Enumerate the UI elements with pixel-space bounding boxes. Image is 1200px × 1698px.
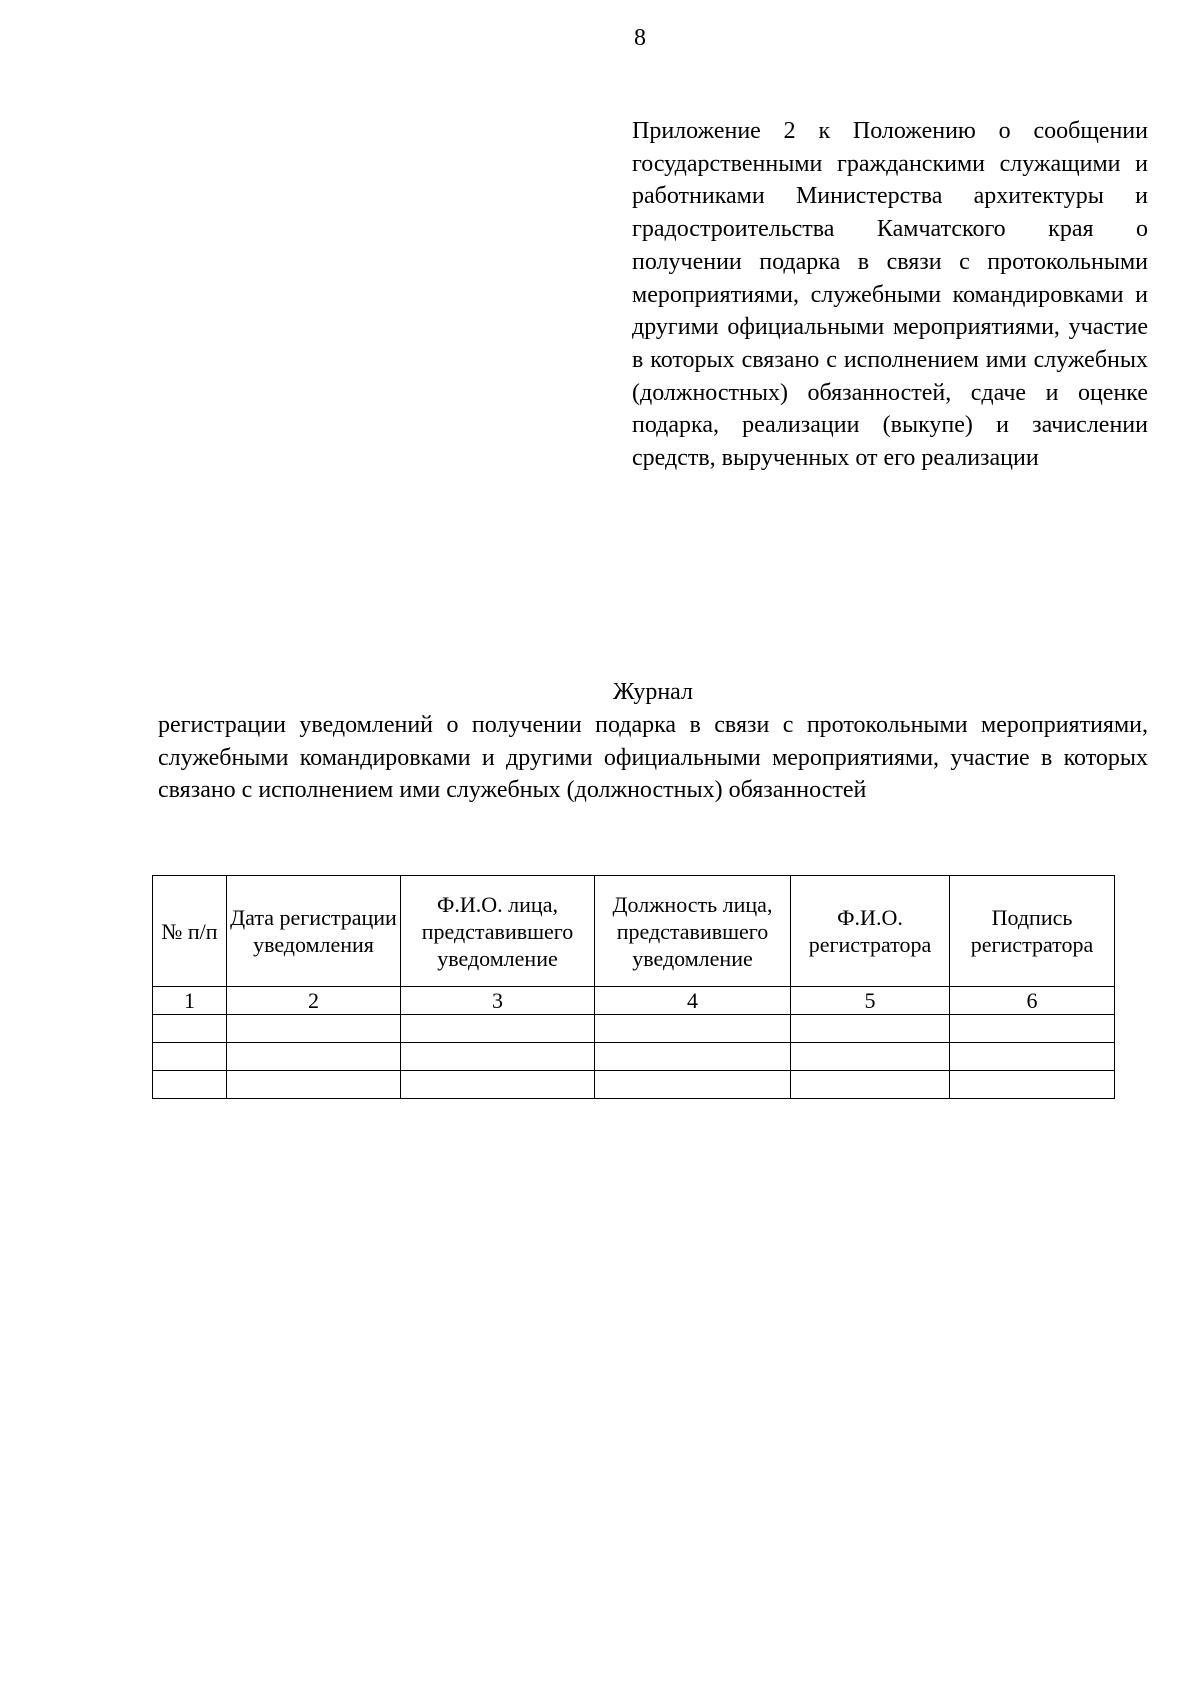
table-header-row: [153, 876, 1115, 987]
table-cell: [950, 1015, 1115, 1043]
column-number-cell: 6: [950, 987, 1115, 1015]
table-cell: [153, 1015, 227, 1043]
header-cell-submitter-name: Ф.И.О. лица, представившего уведомление: [401, 876, 595, 987]
table-cell: [791, 1015, 950, 1043]
table-cell: [595, 1071, 791, 1099]
journal-subtitle: регистрации уведомлений о получении подарка в связи с протокольными мероприятиями, служебными командировками и другими официальными мероприятиями, участие в которых связано с исполнением ими служебных (должностных) обязанностей: [158, 712, 1148, 804]
table-cell: [401, 1015, 595, 1043]
table-row: [153, 1015, 1115, 1043]
header-cell-submitter-position: Должность лица, представившего уведомление: [595, 876, 791, 987]
table-cell: [791, 1071, 950, 1099]
table-column-number-row: [153, 987, 1115, 1015]
table-row: [153, 1071, 1115, 1099]
table-cell: [401, 1043, 595, 1071]
column-number-cell: 5: [791, 987, 950, 1015]
table-cell: [950, 1043, 1115, 1071]
table-row: [153, 1043, 1115, 1071]
page-number: 8: [634, 25, 646, 51]
column-number-cell: 2: [227, 987, 401, 1015]
appendix-note: Приложение 2 к Положению о сообщении государственными гражданскими служащими и работниками Министерства архитектуры и градостроительства Камчатского края о получении подарка в связи с протокольными мероприятиями, служебными командировками и другими официальными мероприятиями, участие в которых связано с исполнением ими служебных (должностных) обязанностей, сдаче и оценке подарка, реализации (выкупе) и зачислении средств, вырученных от его реализации: [632, 118, 1148, 472]
table-cell: [153, 1071, 227, 1099]
header-cell-registrar-signature: Подпись регистратора: [950, 876, 1115, 987]
column-number-cell: 4: [595, 987, 791, 1015]
table-cell: [950, 1071, 1115, 1099]
column-number-cell: 1: [153, 987, 227, 1015]
table-cell: [595, 1015, 791, 1043]
table-cell: [227, 1043, 401, 1071]
header-cell-registrar-name: Ф.И.О. регистратора: [791, 876, 950, 987]
table-cell: [227, 1015, 401, 1043]
journal-table: [152, 875, 1115, 1099]
header-cell-number: № п/п: [153, 876, 227, 987]
table-cell: [401, 1071, 595, 1099]
header-cell-registration-date: Дата регистрации уведомления: [227, 876, 401, 987]
table-cell: [595, 1043, 791, 1071]
table-cell: [227, 1071, 401, 1099]
column-number-cell: 3: [401, 987, 595, 1015]
table-cell: [791, 1043, 950, 1071]
journal-title: Журнал: [612, 679, 693, 705]
table-cell: [153, 1043, 227, 1071]
